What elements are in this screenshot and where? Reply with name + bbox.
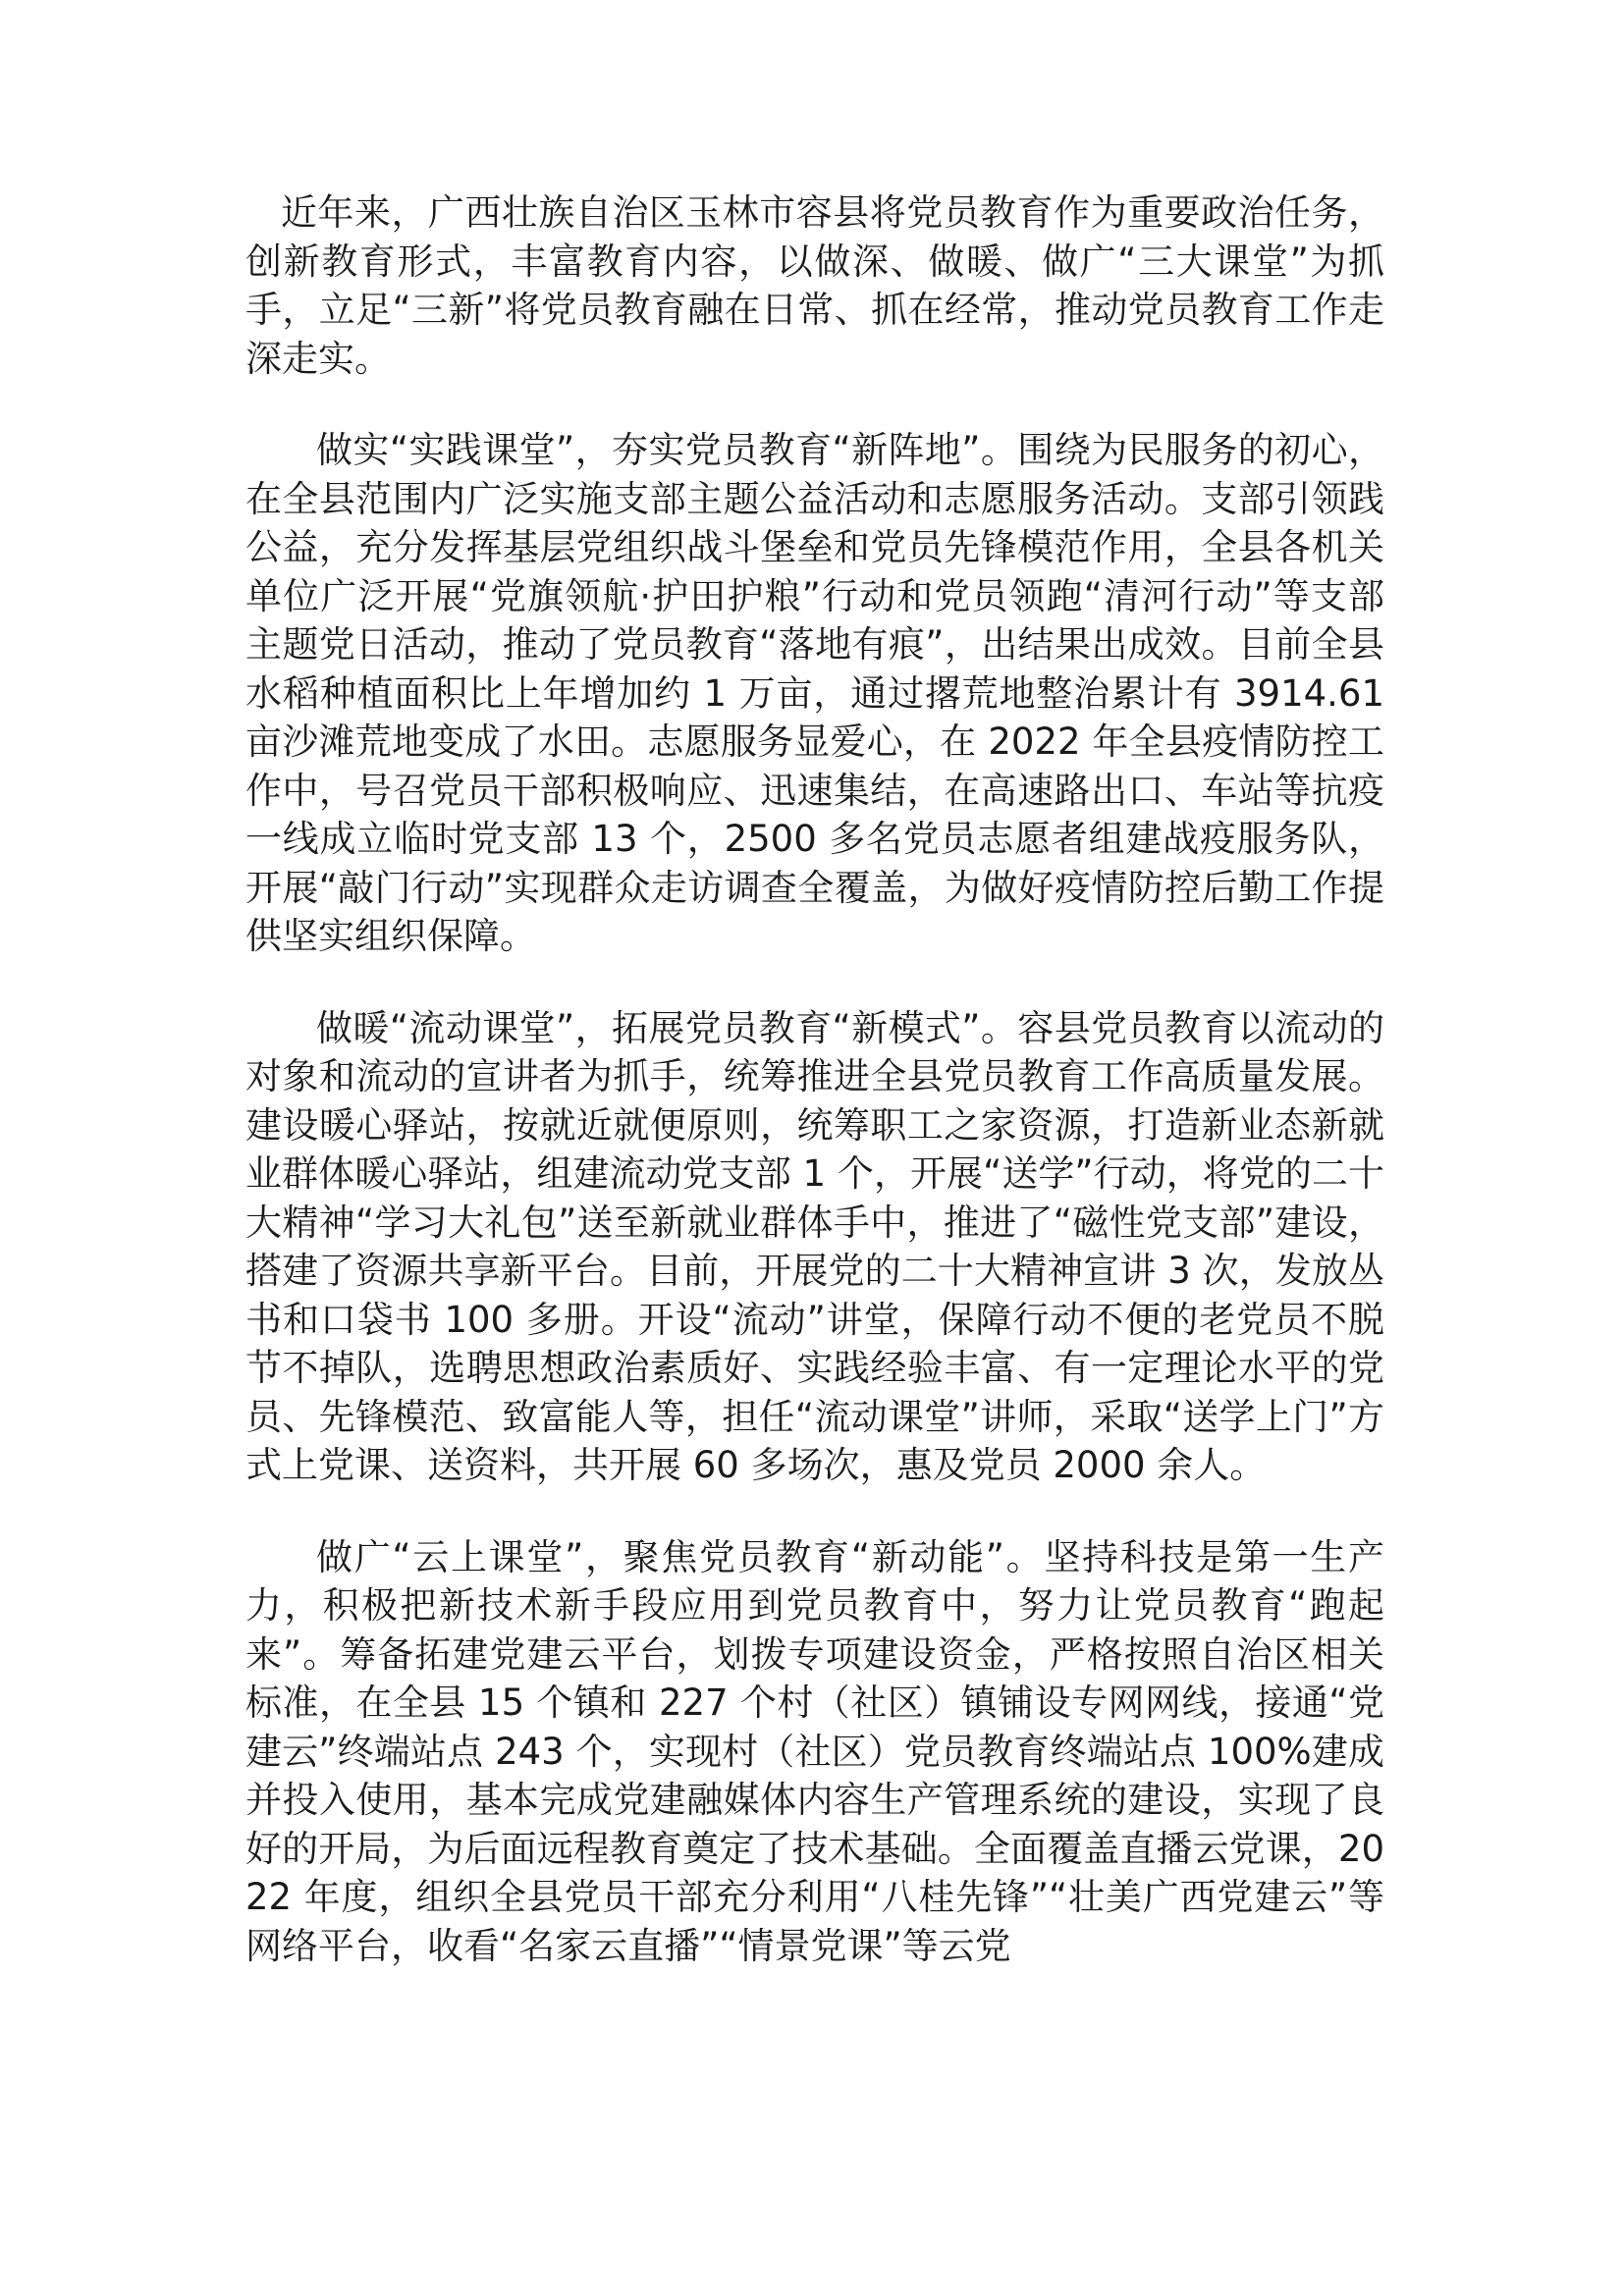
paragraph-practice-classroom: 做实“实践课堂”，夯实党员教育“新阵地”。围绕为民服务的初心，在全县范围内广泛实施支部主题公益活动和志愿服务活动。支部引领践公益，充分发挥基层党组织战斗堡垒和党员先锋模范作用，全县各机关单位广泛开展“党旗领航·护田护粮”行动和党员领跑“清河行动”等支部主题党日活动，推动了党员教育“落地有痕”，出结果出成效。目前全县水稻种植面积比上年增加约 1 万亩，通过撂荒地整治累计有 3914.61 亩沙滩荒地变成了水田。志愿服务显爱心，在 2022 年全县疫情防控工作中，号召党员干部积极响应、迅速集结，在高速路出口、车站等抗疫一线成立临时党支部 13 个，2500 多名党员志愿者组建战疫服务队，开展“敲门行动”实现群众走访调查全覆盖，为做好疫情防控后勤工作提供坚实组织保障。: [245, 429, 1384, 957]
paragraph-cloud-classroom: 做广“云上课堂”，聚焦党员教育“新动能”。坚持科技是第一生产力，积极把新技术新手段应用到党员教育中，努力让党员教育“跑起来”。筹备拓建党建云平台，划拨专项建设资金，严格按照自治区相关标准，在全县 15 个镇和 227 个村（社区）镇铺设专网网线，接通“党建云”终端站点 243 个，实现村（社区）党员教育终端站点 100%建成并投入使用，基本完成党建融媒体内容生产管理系统的建设，实现了良好的开局，为后面远程教育奠定了技术基础。全面覆盖直播云党课，2022 年度，组织全县党员干部充分利用“八桂先锋”“壮美广西党建云”等网络平台，收看“名家云直播”“情景党课”等云党: [245, 1535, 1384, 1967]
document-page: [245, 188, 1384, 2013]
paragraph-intro: 近年来，广西壮族自治区玉林市容县将党员教育作为重要政治任务，创新教育形式，丰富教育内容，以做深、做暖、做广“三大课堂”为抓手，立足“三新”将党员教育融在日常、抓在经常，推动党员教育工作走深走实。: [245, 191, 1384, 380]
paragraph-mobile-classroom: 做暖“流动课堂”，拓展党员教育“新模式”。容县党员教育以流动的对象和流动的宣讲者为抓手，统筹推进全县党员教育工作高质量发展。建设暖心驿站，按就近就便原则，统筹职工之家资源，打造新业态新就业群体暖心驿站，组建流动党支部 1 个，开展“送学”行动，将党的二十大精神“学习大礼包”送至新就业群体手中，推进了“磁性党支部”建设，搭建了资源共享新平台。目前，开展党的二十大精神宣讲 3 次，发放丛书和口袋书 100 多册。开设“流动”讲堂，保障行动不便的老党员不脱节不掉队，选聘思想政治素质好、实践经验丰富、有一定理论水平的党员、先锋模范、致富能人等，担任“流动课堂”讲师，采取“送学上门”方式上党课、送资料，共开展 60 多场次，惠及党员 2000 余人。: [245, 1006, 1384, 1486]
